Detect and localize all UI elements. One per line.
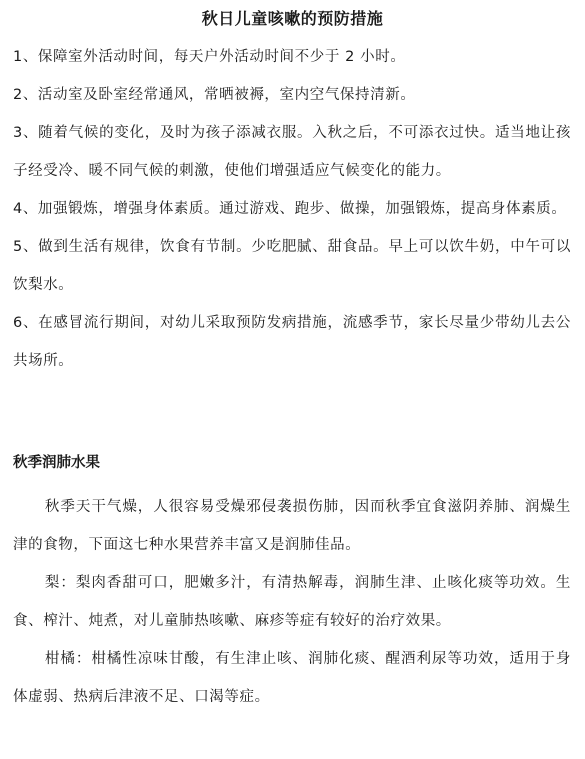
document-title: 秋日儿童咳嗽的预防措施 [201,9,384,28]
measure-item: 5、做到生活有规律，饮食有节制。少吃肥腻、甜食品。早上可以饮牛奶，中午可以饮梨水。 [13,239,571,293]
measure-item: 4、加强锻炼，增强身体素质。通过游戏、跑步、做操，加强锻炼，提高身体素质。 [13,201,567,217]
tangerine-paragraph: 柑橘：柑橘性凉味甘酸，有生津止咳、润肺化痰、醒酒利尿等功效，适用于身体虚弱、热病后津液不足、口渴等症。 [13,651,571,705]
measure-item: 6、在感冒流行期间，对幼儿采取预防发病措施，流感季节，家长尽量少带幼儿去公共场所。 [13,315,571,369]
prevention-measures-list [13,38,571,380]
pear-paragraph: 梨：梨肉香甜可口，肥嫩多汁，有清热解毒，润肺生津、止咳化痰等功效。生食、榨汁、炖煮，对儿童肺热咳嗽、麻疹等症有较好的治疗效果。 [13,575,571,629]
fruit-intro-paragraph: 秋季天干气燥，人很容易受燥邪侵袭损伤肺，因而秋季宜食滋阴养肺、润燥生津的食物，下面这七种水果营养丰富又是润肺佳品。 [13,499,571,553]
measure-item: 3、随着气候的变化，及时为孩子添减衣服。入秋之后，不可添衣过快。适当地让孩子经受冷、暖不同气候的刺激，使他们增强适应气候变化的能力。 [13,125,571,179]
measure-item: 2、活动室及卧室经常通风，常晒被褥，室内空气保持清新。 [13,87,416,103]
fruit-section-heading: 秋季润肺水果 [13,455,100,471]
fruit-section [13,448,571,716]
measure-item: 1、保障室外活动时间，每天户外活动时间不少于 2 小时。 [13,49,406,65]
